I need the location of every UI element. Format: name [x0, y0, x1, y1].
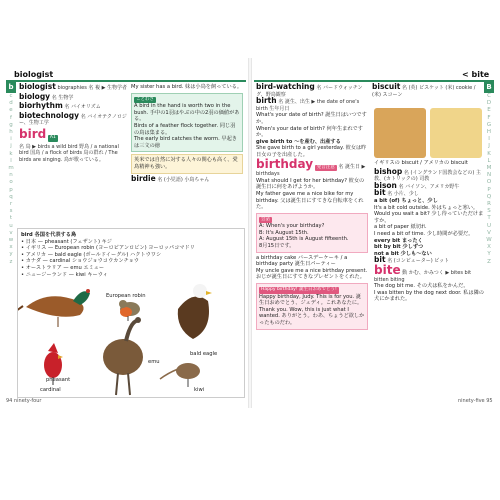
biscuit-photo-uk [374, 108, 426, 158]
left-page-number: 94 ninety-four [6, 398, 42, 404]
birth-a: When's your date of birth? 何年生まれですか。 [256, 125, 363, 139]
left-col-2 [131, 84, 243, 183]
birthday-uncle: My uncle gave me a nice birthday present. おじが誕生日にすてきなプレゼントをくれた。 [256, 267, 368, 281]
right-page-number: ninety-five 95 [458, 398, 493, 404]
culture-note: 英米では自然に対する人々の関心も高く、愛鳥精神も強い。 [131, 154, 243, 173]
entry-bishop: bishop 名 (イングランド国教会などの) 主教、(カトリックの) 司教 [374, 166, 481, 183]
national-birds-illustration [17, 228, 245, 398]
label-eagle: bald eagle [190, 351, 218, 357]
kiwi-drawing [160, 363, 200, 387]
proverb-box: ことわざ A bird in the hand is worth two in the bush. 手中の1羽はやぶの中の2羽の価値がある。 Birds of a feather flock together. 同じ羽の鳥は集まる。 The early bird catches the worm. 早起きは三文の徳 [131, 93, 243, 153]
birthday-dialog-box: 会話 A: When's your birthday? B: It's August 15th. A: August 15th is August fifteenth. 8月15日です。 [256, 213, 368, 253]
biscuit-photo-us [430, 108, 482, 158]
birth-q: What's your date of birth? 誕生日はいつですか。 [256, 112, 367, 125]
entry-biology: biology 名 生物学 [19, 91, 74, 101]
label-robin: European robin [106, 293, 146, 299]
entry-birthday: birthday 発音注意 名 誕生日 ▶ birthdays [256, 156, 366, 178]
label-kiwi: kiwi [194, 387, 205, 393]
left-running-head: biologist [14, 70, 54, 79]
entry-biscuit: biscuit 名 (英) ビスケット (米) cookie / (米) スコーン [372, 82, 476, 98]
proverb-3: The early bird catches the worm. 早起きは三文の徳 [134, 136, 237, 149]
entry-bird-watching: bird-watching 名 バードウォッチング、野鳥観察 [256, 82, 363, 98]
right-col-1 [256, 84, 368, 332]
label-emu: emu [148, 359, 160, 365]
entry-bit-2: bit 名 (コンピューター) ビット [374, 255, 450, 265]
biscuit-caption: イギリスの biscuit / アメリカの biscuit [374, 160, 468, 166]
birthday-ex2: My father gave me a nice bike for my birthday. 父は誕生日にすてきな自転車をくれた。 [256, 190, 364, 211]
entry-birdie: birdie 名 (小児語) 小鳥ちゃん [131, 173, 210, 183]
bird-body: 名 鳥 ▶ birds a wild bird 野鳥 / a national bird 国鳥 / a flock of birds 鳥の群れ / The birds are singing. 鳥が歌っている。 [19, 143, 119, 163]
entry-bison: bison 名 バイソン、アメリカ野牛 [374, 180, 460, 190]
right-running-head: < bite [462, 70, 490, 79]
birthday-ex1: What should I get for her birthday? 彼女の誕生日に何をあげようか。 [256, 177, 365, 191]
proverb-1: A bird in the hand is worth two in the bush. 手中の1羽はやぶの中の2羽の価値がある。 [134, 103, 240, 123]
happy-birthday-box: Happy birthday! 誕生日おめでとう! Happy birthday, Judy. This is for you. 誕生日おめでとう、ジュディ。これあなたに。 Thank you. Wow, this is just what I wanted. ありがとう。わあ、ちょうど欲しかったものだわ。 [256, 283, 368, 330]
emu-drawing [103, 317, 143, 395]
entry-bite: bite 動 かむ、かみつく ▶ bites bit bitten biting [374, 262, 472, 283]
label-cardinal: cardinal [40, 387, 61, 393]
bird-headword: bird [19, 126, 47, 141]
right-letter-index: B C D E F G H I J K L M N O P Q R S T U V W X Y Z [484, 80, 494, 398]
pheasant-drawing [18, 289, 90, 327]
eagle-drawing [178, 284, 212, 339]
left-col-1 [19, 84, 127, 165]
right-col-2b: イギリスの biscuit / アメリカの biscuit bishop 名 (イングランド国教会などの) 主教、(カトリックの) 司教 bison 名 バイソン、アメリカ野牛 bit 名 小片、少し a bit (of) ちょっと、少し It's a bit cold outside. 外はちょっと寒い。 Would you wait a bit? 少し待っていただけますか。 a bit of paper 紙切れ I need a bit of time. 少し時間が必要だ。 every bit まったく bit by bit 少しずつ not a bit 少しも～ない bit 名 (コンピューター) ビット bite 動 かむ、かみつく ▶ bites bit bitten biting The dog bit me. その犬は私をかんだ。 I was bitten by the dog next door. 私は隣の犬にかまれた。 [374, 160, 484, 303]
entry-birth: birth 名 誕生、出生 ▶ the date of one's birth 生年月日 [256, 96, 360, 112]
right-col-2 [372, 84, 482, 98]
entry-biologist: biologist biographies 名 複 ▶ 生物学者 [19, 82, 128, 91]
entry-biorhythm: biorhythm 名 バイオリズム [19, 101, 101, 111]
right-letter-tab: B [484, 80, 494, 93]
left-letter-tab: b [6, 80, 16, 93]
illustration-caption: bird 各国を代表する鳥 • 日本 — pheasant (フェザント) キジ • イギリス — European robin (ヨーロピアンロビン) ヨーロッパコマドリ • アメリカ — bald eagle (ボールドイーグル) ハクトウワシ • カナダ — cardinal ショウジョウコウカンチョウ • オーストラリア — emu エミュー • ニュージーランド — kiwi キーウィ [21, 232, 195, 278]
left-letter-index: b c d e f g h i j k l m n o p q r s t u v w x y z [6, 80, 16, 398]
give-birth: give birth to ～を産む、出産する [256, 138, 341, 145]
entry-bit: bit 名 小片、少し [374, 188, 419, 198]
bird-level-tag: A1 [49, 134, 56, 140]
proverb-2: Birds of a feather flock together. 同じ羽の鳥は集まる。 [134, 122, 236, 136]
give-birth-example: She gave birth to a girl yesterday. 彼女は昨日女の子を出産した。 [256, 145, 367, 158]
label-pheasant: pheasant [46, 377, 71, 383]
bird-intro: My sister has a bird. 妹は小鳥を飼っている。 [131, 84, 243, 90]
birthday-party: a birthday cake バースデーケーキ / a birthday party 誕生日パーティー [256, 254, 348, 268]
entry-bird [19, 126, 127, 163]
entry-biotechnology: biotechnology 名 バイオテクノロジー、生物工学 [19, 110, 127, 127]
